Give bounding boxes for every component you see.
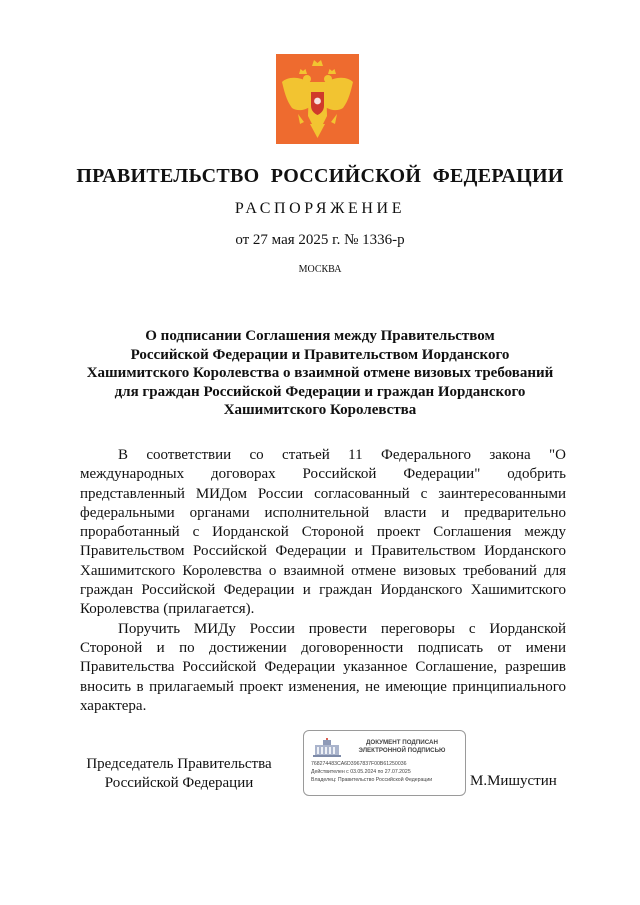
subject-line: Хашимитского Королевства: [223, 402, 417, 418]
signatory-position-line: Председатель Правительства: [86, 756, 272, 772]
stamp-title-line: ЭЛЕКТРОННОЙ ПОДПИСЬЮ: [358, 747, 446, 754]
document-city: МОСКВА: [298, 264, 342, 275]
body-paragraph: Поручить МИДу России провести переговоры с Иорданской Стороной и по достижении договоренности подписать от имени Правительства Российской Федерации указанное Соглашение, разрешив вносить в прилагаемый проект изменения, не имеющие принципиального характера.: [80, 620, 566, 714]
document-date-number: от 27 мая 2025 г. № 1336-р: [235, 232, 405, 248]
subject-line: О подписании Соглашения между Правительством: [145, 328, 495, 344]
stamp-title-line: ДОКУМЕНТ ПОДПИСАН: [366, 739, 438, 746]
signatory-position-line: Российской Федерации: [104, 775, 254, 791]
coat-of-arms-icon: [276, 54, 359, 144]
document-body: [80, 446, 566, 716]
signatory-position: [62, 755, 296, 793]
subject-line: Российской Федерации и Правительством Иорданского: [130, 346, 510, 363]
stamp-certificate: 768274483CA6D3967837F00B61250036: [311, 761, 407, 767]
subject-line: для граждан Российской Федерации и граждан Иорданского: [114, 383, 526, 400]
electronic-signature-stamp: [303, 730, 466, 796]
body-paragraph: В соответствии со статьей 11 Федерального закона "О международных договорах Российской Федерации" одобрить представленный МИДом России согласованный с заинтересованными федеральными органами исполнительной власти и предварительно проработанный с Иорданской Стороной проект Соглашения между Правительством Российской Федерации и Правительством Иорданского Хашимитского Королевства о взаимной отмене визовых требований для граждан Российской Федерации и граждан Иорданского Хашимитского Королевства (прилагается).: [80, 447, 566, 618]
document-subject: [80, 327, 560, 420]
government-building-icon: [312, 738, 342, 758]
document-type: РАСПОРЯЖЕНИЕ: [234, 200, 406, 217]
subject-line: Хашимитского Королевства о взаимной отмене визовых требований: [86, 365, 554, 381]
stamp-title: [342, 739, 462, 755]
signatory-name: М.Мишустин: [470, 773, 557, 789]
stamp-owner: Владелец: Правительство Российской Федерации: [311, 777, 433, 783]
stamp-validity: Действителен с 03.05.2024 по 27.07.2025: [311, 769, 411, 775]
government-title: ПРАВИТЕЛЬСТВО РОССИЙСКОЙ ФЕДЕРАЦИИ: [76, 165, 564, 187]
